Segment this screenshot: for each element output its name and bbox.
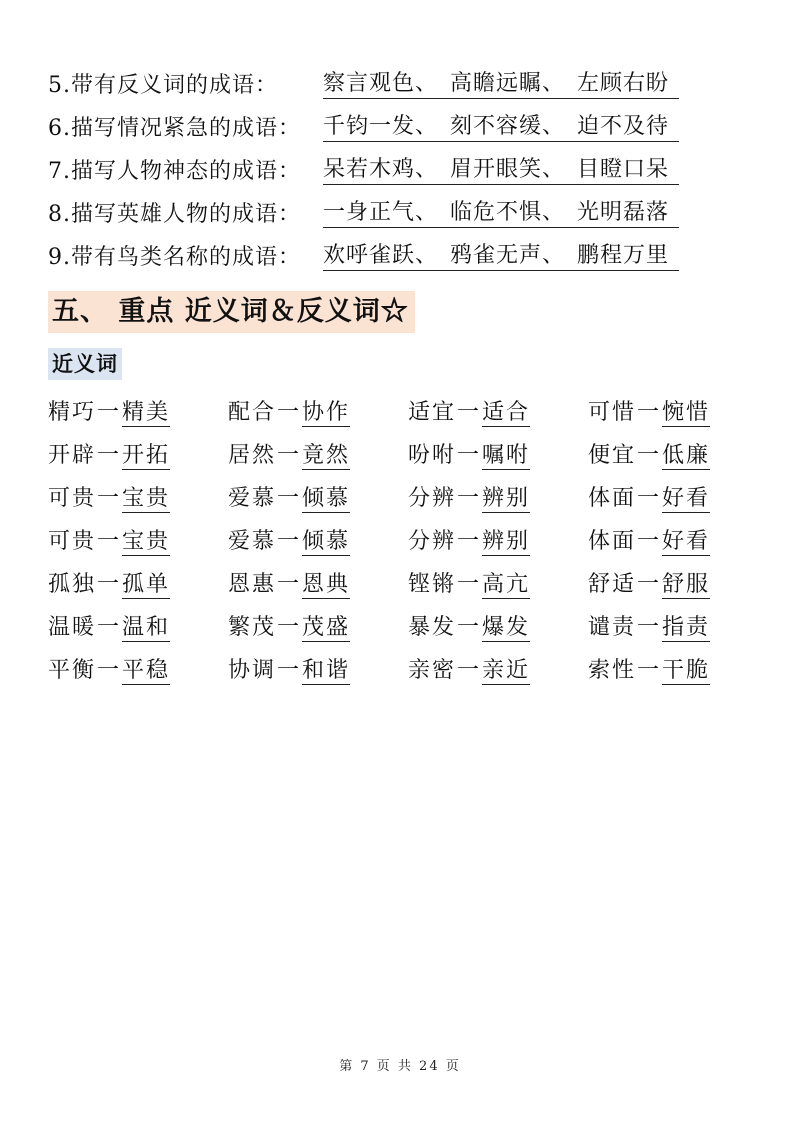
synonym-pair bbox=[408, 653, 588, 684]
idiom-answer: 一身正气、 bbox=[323, 200, 439, 225]
synonym-dash: 一 bbox=[457, 572, 482, 597]
synonym-pair bbox=[408, 438, 588, 469]
synonym-answer: 精美 bbox=[122, 400, 171, 425]
synonym-dash: 一 bbox=[97, 486, 122, 511]
synonym-answer: 倾慕 bbox=[302, 529, 351, 554]
synonym-answer: 低廉 bbox=[662, 443, 711, 468]
synonym-pair bbox=[48, 567, 228, 598]
section-heading: 五、 重点 近义词＆反义词☆ bbox=[48, 291, 415, 333]
synonym-answer: 惋惜 bbox=[662, 400, 711, 425]
synonym-dash: 一 bbox=[97, 529, 122, 554]
synonym-pair bbox=[588, 610, 768, 641]
idiom-answer: 眉开眼笑、 bbox=[450, 157, 566, 182]
synonym-word: 爱慕 bbox=[228, 529, 277, 554]
synonym-word: 繁茂 bbox=[228, 615, 277, 640]
synonym-answer: 适合 bbox=[482, 400, 531, 425]
synonym-pair bbox=[48, 524, 228, 555]
synonym-dash: 一 bbox=[97, 658, 122, 683]
synonym-dash: 一 bbox=[277, 486, 302, 511]
synonym-word: 协调 bbox=[228, 658, 277, 683]
synonym-answer: 爆发 bbox=[482, 615, 531, 640]
synonym-pair bbox=[48, 395, 228, 426]
synonym-dash: 一 bbox=[457, 400, 482, 425]
synonym-answer: 孤单 bbox=[122, 572, 171, 597]
synonym-pair bbox=[588, 524, 768, 555]
synonym-word: 吩咐 bbox=[408, 443, 457, 468]
synonym-answer: 茂盛 bbox=[302, 615, 351, 640]
synonym-pair bbox=[228, 481, 408, 512]
synonym-pair bbox=[228, 653, 408, 684]
idiom-answers bbox=[323, 152, 679, 185]
synonym-pair bbox=[588, 653, 768, 684]
synonym-dash: 一 bbox=[637, 615, 662, 640]
synonym-dash: 一 bbox=[457, 658, 482, 683]
synonym-dash: 一 bbox=[277, 572, 302, 597]
idiom-row bbox=[48, 142, 768, 185]
synonym-pair bbox=[588, 481, 768, 512]
synonym-answer: 协作 bbox=[302, 400, 351, 425]
synonym-word: 适宜 bbox=[408, 400, 457, 425]
synonym-row bbox=[48, 604, 768, 647]
synonym-pair bbox=[588, 395, 768, 426]
synonym-word: 可贵 bbox=[48, 529, 97, 554]
synonym-answer: 指责 bbox=[662, 615, 711, 640]
idiom-answer: 鹏程万里 bbox=[577, 243, 670, 268]
idiom-answer: 呆若木鸡、 bbox=[323, 157, 439, 182]
synonym-dash: 一 bbox=[97, 400, 122, 425]
synonym-word: 铿锵 bbox=[408, 572, 457, 597]
synonym-pair bbox=[228, 567, 408, 598]
synonym-pair bbox=[588, 567, 768, 598]
idiom-category-label: 8.描写英雄人物的成语： bbox=[48, 202, 301, 227]
idiom-answer: 目瞪口呆 bbox=[577, 157, 670, 182]
synonym-dash: 一 bbox=[637, 529, 662, 554]
synonym-dash: 一 bbox=[277, 658, 302, 683]
idiom-answer: 鸦雀无声、 bbox=[450, 243, 566, 268]
synonym-pair bbox=[228, 524, 408, 555]
page-footer: 第 7 页 共 24 页 bbox=[339, 1059, 461, 1074]
synonym-word: 分辨 bbox=[408, 486, 457, 511]
synonym-dash: 一 bbox=[277, 400, 302, 425]
synonym-pair bbox=[408, 524, 588, 555]
synonym-pair bbox=[228, 438, 408, 469]
synonym-dash: 一 bbox=[637, 658, 662, 683]
idiom-answer: 欢呼雀跃、 bbox=[323, 243, 439, 268]
synonym-answer: 平稳 bbox=[122, 658, 171, 683]
synonym-word: 可惜 bbox=[588, 400, 637, 425]
idiom-category-label: 6.描写情况紧急的成语： bbox=[48, 116, 301, 141]
idiom-answer: 千钧一发、 bbox=[323, 114, 439, 139]
idiom-row bbox=[48, 185, 768, 228]
idiom-category-label: 9.带有鸟类名称的成语： bbox=[48, 245, 301, 270]
synonym-pair bbox=[48, 481, 228, 512]
synonym-pair bbox=[408, 395, 588, 426]
synonym-dash: 一 bbox=[637, 443, 662, 468]
synonym-pair bbox=[408, 610, 588, 641]
synonym-answer: 辨别 bbox=[482, 529, 531, 554]
synonym-dash: 一 bbox=[637, 400, 662, 425]
idiom-answer: 光明磊落 bbox=[577, 200, 670, 225]
synonym-answer: 恩典 bbox=[302, 572, 351, 597]
synonym-answer: 辨别 bbox=[482, 486, 531, 511]
synonym-answer: 宝贵 bbox=[122, 529, 171, 554]
synonym-row bbox=[48, 475, 768, 518]
synonym-answer: 好看 bbox=[662, 486, 711, 511]
idiom-row bbox=[48, 228, 768, 271]
synonym-word: 分辨 bbox=[408, 529, 457, 554]
synonym-row bbox=[48, 561, 768, 604]
idiom-answer: 迫不及待 bbox=[577, 114, 670, 139]
synonym-row bbox=[48, 389, 768, 432]
synonym-word: 便宜 bbox=[588, 443, 637, 468]
synonym-dash: 一 bbox=[637, 486, 662, 511]
idiom-category-label: 7.描写人物神态的成语： bbox=[48, 159, 301, 184]
synonym-dash: 一 bbox=[277, 529, 302, 554]
idiom-answers bbox=[323, 66, 679, 99]
synonym-dash: 一 bbox=[277, 443, 302, 468]
synonym-row bbox=[48, 647, 768, 690]
synonym-grid bbox=[48, 389, 768, 690]
synonym-word: 体面 bbox=[588, 529, 637, 554]
synonym-answer: 温和 bbox=[122, 615, 171, 640]
synonym-pair bbox=[48, 610, 228, 641]
synonym-pair bbox=[228, 610, 408, 641]
synonym-word: 开辟 bbox=[48, 443, 97, 468]
idiom-answer: 察言观色、 bbox=[323, 71, 439, 96]
synonym-dash: 一 bbox=[637, 572, 662, 597]
synonym-word: 舒适 bbox=[588, 572, 637, 597]
synonym-dash: 一 bbox=[97, 572, 122, 597]
synonym-answer: 高亢 bbox=[482, 572, 531, 597]
synonym-word: 亲密 bbox=[408, 658, 457, 683]
synonym-word: 爱慕 bbox=[228, 486, 277, 511]
synonym-answer: 干脆 bbox=[662, 658, 711, 683]
synonym-dash: 一 bbox=[457, 486, 482, 511]
synonyms-subheading: 近义词 bbox=[48, 348, 122, 380]
synonym-answer: 亲近 bbox=[482, 658, 531, 683]
synonym-word: 体面 bbox=[588, 486, 637, 511]
idiom-answers bbox=[323, 195, 679, 228]
synonym-answer: 舒服 bbox=[662, 572, 711, 597]
idiom-list bbox=[48, 56, 768, 271]
synonym-pair bbox=[48, 653, 228, 684]
synonym-word: 谴责 bbox=[588, 615, 637, 640]
synonym-pair bbox=[408, 567, 588, 598]
synonym-answer: 好看 bbox=[662, 529, 711, 554]
synonym-answer: 嘱咐 bbox=[482, 443, 531, 468]
synonym-answer: 竟然 bbox=[302, 443, 351, 468]
synonym-row bbox=[48, 432, 768, 475]
idiom-answer: 临危不惧、 bbox=[450, 200, 566, 225]
synonym-word: 可贵 bbox=[48, 486, 97, 511]
idiom-row bbox=[48, 56, 768, 99]
synonym-word: 平衡 bbox=[48, 658, 97, 683]
synonym-word: 配合 bbox=[228, 400, 277, 425]
synonym-dash: 一 bbox=[277, 615, 302, 640]
synonym-word: 孤独 bbox=[48, 572, 97, 597]
synonym-dash: 一 bbox=[457, 615, 482, 640]
synonym-dash: 一 bbox=[457, 443, 482, 468]
idiom-answers bbox=[323, 238, 679, 271]
idiom-answers bbox=[323, 109, 679, 142]
synonym-word: 恩惠 bbox=[228, 572, 277, 597]
idiom-answer: 刻不容缓、 bbox=[450, 114, 566, 139]
idiom-answer: 高瞻远瞩、 bbox=[450, 71, 566, 96]
synonym-row bbox=[48, 518, 768, 561]
synonym-answer: 宝贵 bbox=[122, 486, 171, 511]
synonym-pair bbox=[228, 395, 408, 426]
synonym-pair bbox=[48, 438, 228, 469]
synonym-word: 暴发 bbox=[408, 615, 457, 640]
synonym-word: 精巧 bbox=[48, 400, 97, 425]
synonym-word: 索性 bbox=[588, 658, 637, 683]
synonym-answer: 开拓 bbox=[122, 443, 171, 468]
synonym-dash: 一 bbox=[97, 443, 122, 468]
synonym-word: 居然 bbox=[228, 443, 277, 468]
synonym-pair bbox=[588, 438, 768, 469]
synonym-dash: 一 bbox=[97, 615, 122, 640]
idiom-answer: 左顾右盼 bbox=[577, 71, 670, 96]
synonym-pair bbox=[408, 481, 588, 512]
synonym-answer: 和谐 bbox=[302, 658, 351, 683]
idiom-row bbox=[48, 99, 768, 142]
synonym-answer: 倾慕 bbox=[302, 486, 351, 511]
synonym-dash: 一 bbox=[457, 529, 482, 554]
idiom-category-label: 5.带有反义词的成语： bbox=[48, 73, 278, 98]
synonym-word: 温暖 bbox=[48, 615, 97, 640]
